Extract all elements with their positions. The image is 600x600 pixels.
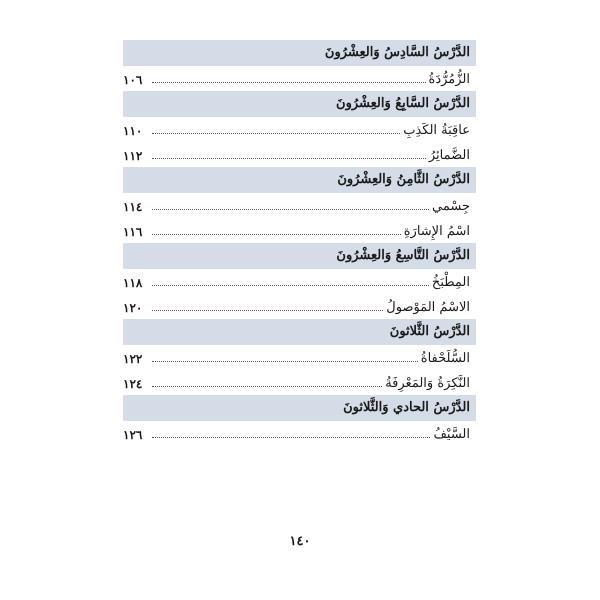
entry-page-number: ١١٤: [123, 200, 143, 214]
dot-leader: [152, 386, 382, 387]
entry-page-number: ١١٦: [123, 225, 143, 239]
entry-page-number: ١٢٤: [123, 377, 143, 391]
entry-page-number: ١٢٦: [123, 428, 143, 442]
toc-entry[interactable]: [123, 370, 476, 395]
page-number: ١٤٠: [289, 534, 311, 549]
toc-entry[interactable]: [123, 142, 476, 167]
lesson-header: الدَّرْسُ الحادي وَالثَّلاثونَ: [123, 395, 476, 421]
entry-title: جِسْمي: [432, 199, 470, 214]
table-of-contents: [123, 40, 476, 446]
toc-entry[interactable]: [123, 117, 476, 142]
lesson-header: الدَّرْسُ السَّادِسُ وَالعِشْرُونَ: [123, 40, 476, 66]
entry-title: الضَّمائِرُ: [428, 148, 470, 163]
entry-page-number: ١٠٦: [123, 73, 143, 87]
entry-title: السَّيْفُ: [433, 427, 470, 442]
entry-title: السُّلَحْفاةُ: [420, 351, 470, 366]
entry-page-number: ١١٢: [123, 149, 143, 163]
dot-leader: [152, 82, 426, 83]
entry-title: النَّكِرَةُ وَالمَعْرِفَةُ: [385, 376, 470, 391]
lesson-header: الدَّرْسُ الثَّامِنُ وَالعِشْرُونَ: [123, 167, 476, 193]
toc-entry[interactable]: [123, 421, 476, 446]
dot-leader: [152, 158, 426, 159]
lesson-header: الدَّرْسُ السَّابِعُ وَالعِشْرُونَ: [123, 91, 476, 117]
toc-entry[interactable]: [123, 193, 476, 218]
dot-leader: [152, 133, 400, 134]
entry-page-number: ١٢٠: [123, 301, 143, 315]
entry-page-number: ١١٠: [123, 124, 143, 138]
entry-title: اسْمُ الإِشارَةِ: [403, 224, 470, 239]
toc-entry[interactable]: [123, 345, 476, 370]
dot-leader: [152, 361, 418, 362]
dot-leader: [152, 310, 383, 311]
entry-page-number: ١١٨: [123, 276, 143, 290]
entry-title: الاسْمُ المَوْصولُ: [386, 300, 470, 315]
dot-leader: [152, 437, 430, 438]
toc-entry[interactable]: [123, 218, 476, 243]
entry-title: المِطْبَخُ: [431, 275, 470, 290]
dot-leader: [152, 234, 401, 235]
lesson-header: الدَّرْسُ الثَّلاثونَ: [123, 319, 476, 345]
dot-leader: [152, 285, 429, 286]
entry-page-number: ١٢٢: [123, 352, 143, 366]
toc-entry[interactable]: [123, 269, 476, 294]
entry-title: عاقِبَةُ الكَذِبِ: [403, 123, 470, 138]
dot-leader: [152, 209, 429, 210]
toc-entry[interactable]: [123, 294, 476, 319]
toc-entry[interactable]: [123, 66, 476, 91]
lesson-header: الدَّرْسُ التَّاسِعُ وَالعِشْرُونَ: [123, 243, 476, 269]
entry-title: الزُّمُرُّدَةُ: [428, 72, 470, 87]
